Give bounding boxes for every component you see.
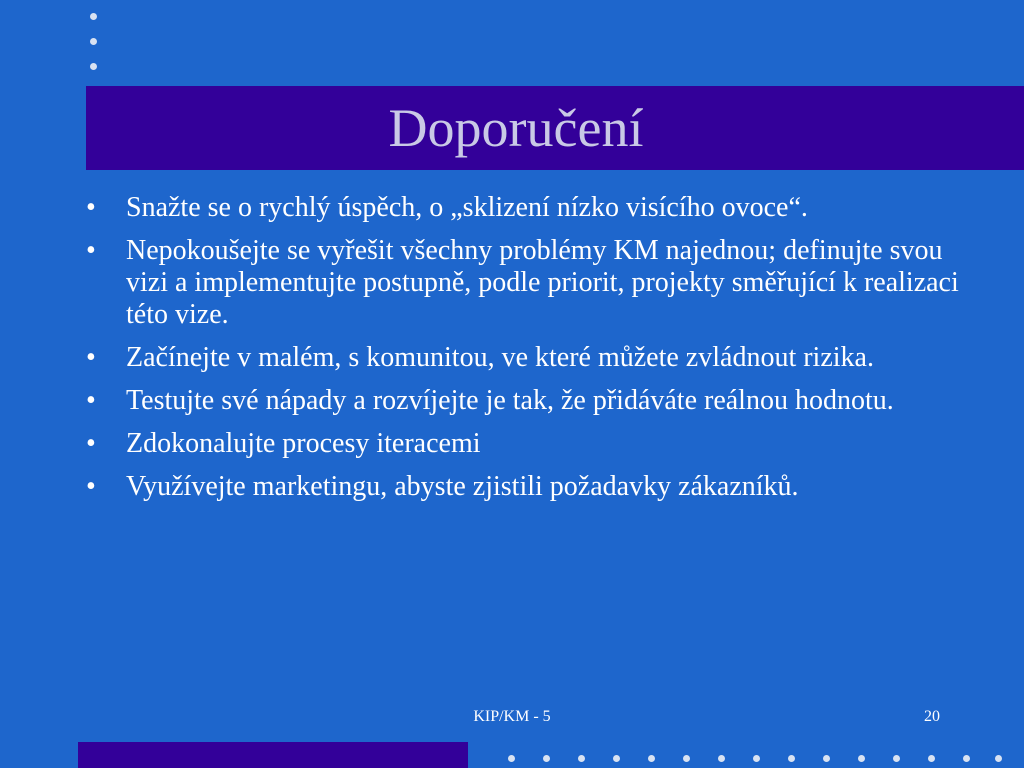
bullet-text: Nepokoušejte se vyřešit všechny problémy KM najednou; definujte svou vizi a implementujte postupně, podle priorit, projekty směřující k realizaci této vize. <box>126 235 959 330</box>
decor-dot <box>858 755 865 762</box>
bullet-item <box>86 192 966 224</box>
bullet-marker: • <box>86 342 96 373</box>
decor-dot <box>508 755 515 762</box>
bullet-item <box>86 385 966 417</box>
bullet-marker: • <box>86 235 96 266</box>
decor-dot <box>788 755 795 762</box>
slide-title: Doporučení <box>388 98 644 158</box>
bullet-item <box>86 342 966 374</box>
page-number: 20 <box>924 708 940 725</box>
bullet-marker: • <box>86 471 96 502</box>
decor-dot <box>963 755 970 762</box>
bullet-text: Začínejte v malém, s komunitou, ve které můžete zvládnout rizika. <box>126 342 874 373</box>
bullet-text: Testujte své nápady a rozvíjejte je tak, že přidáváte reálnou hodnotu. <box>126 385 894 416</box>
decor-dot <box>995 755 1002 762</box>
bullet-text: Zdokonalujte procesy iteracemi <box>126 428 481 459</box>
bullet-list <box>86 192 966 514</box>
bullet-marker: • <box>86 192 96 223</box>
decor-dot <box>683 755 690 762</box>
bullet-marker: • <box>86 385 96 416</box>
bullet-item <box>86 471 966 503</box>
decor-dot <box>718 755 725 762</box>
decor-dot <box>893 755 900 762</box>
bullet-item <box>86 428 966 460</box>
decor-dot <box>823 755 830 762</box>
bullet-marker: • <box>86 428 96 459</box>
title-band <box>86 86 1024 170</box>
decor-dot <box>648 755 655 762</box>
decor-dot <box>90 13 97 20</box>
footer-label: KIP/KM - 5 <box>473 708 551 725</box>
decor-dot <box>90 38 97 45</box>
bullet-item <box>86 235 966 331</box>
decor-dot <box>613 755 620 762</box>
decor-dot <box>578 755 585 762</box>
decor-dot <box>543 755 550 762</box>
decor-dot <box>928 755 935 762</box>
bullet-text: Snažte se o rychlý úspěch, o „sklizení nízko visícího ovoce“. <box>126 192 808 223</box>
decor-dot <box>753 755 760 762</box>
decor-dot <box>90 63 97 70</box>
bullet-text: Využívejte marketingu, abyste zjistili požadavky zákazníků. <box>126 471 799 502</box>
bottom-band <box>78 742 468 768</box>
